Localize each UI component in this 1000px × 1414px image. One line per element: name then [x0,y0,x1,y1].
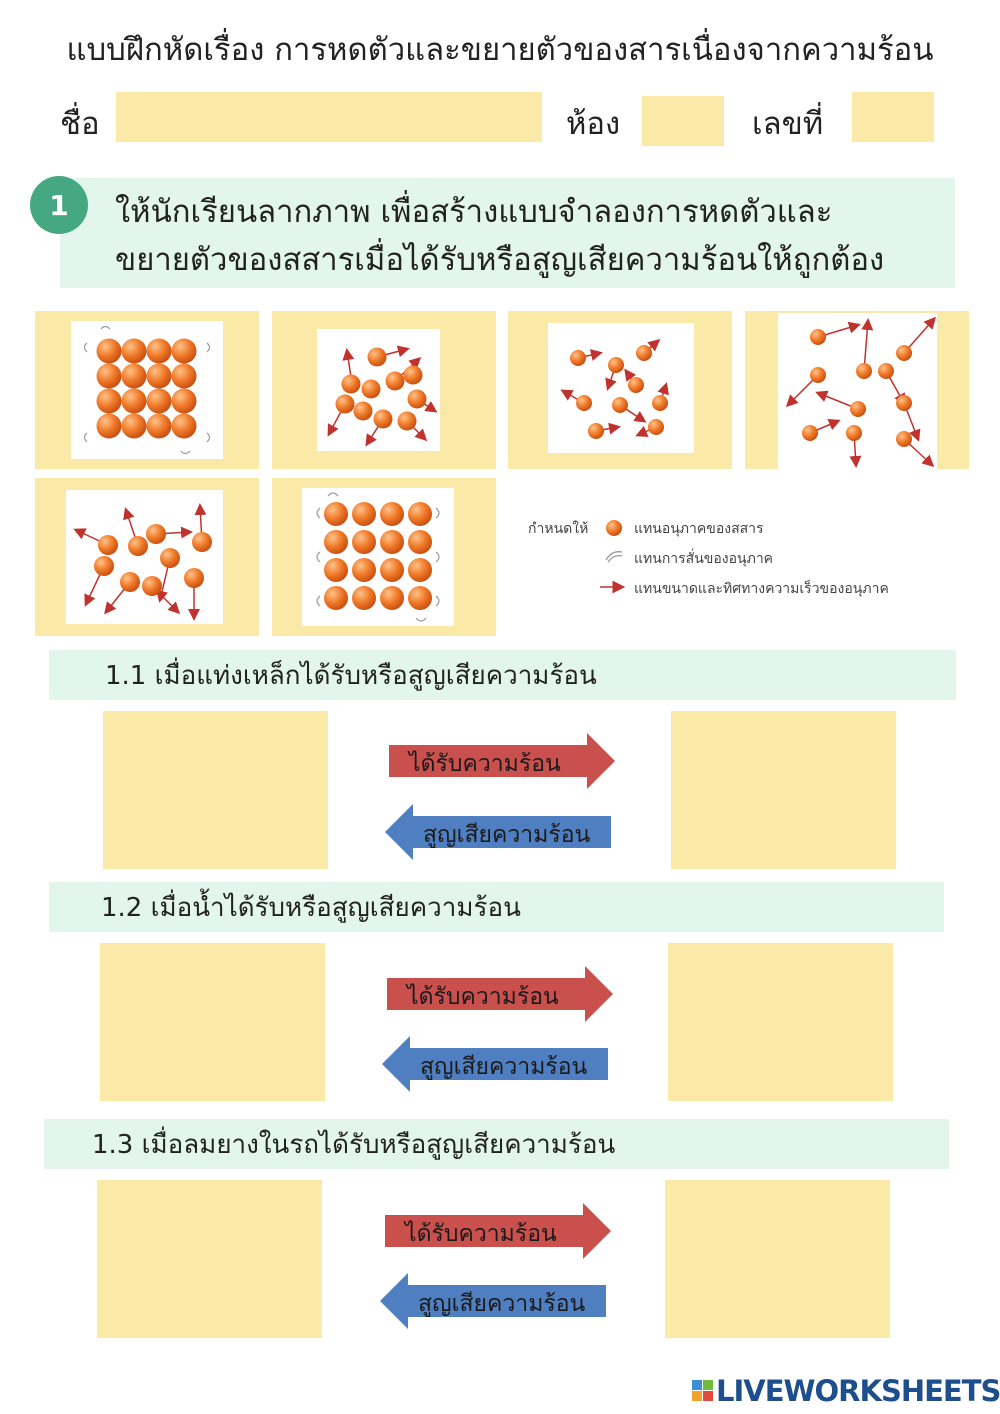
gain-heat-label-1: ได้รับความร้อน [409,751,561,777]
worksheet-title: แบบฝึกหัดเรื่อง การหดตัวและขยายตัวของสารเนื่องจากความร้อน [66,32,934,68]
drop-zone-1-1-after[interactable] [671,711,896,869]
instruction-line-1: ให้นักเรียนลากภาพ เพื่อสร้างแบบจำลองการหดตัวและ [115,194,833,230]
drop-zone-1-2-before[interactable] [100,943,325,1101]
drop-zone-1-2-after[interactable] [668,943,893,1101]
vibration-legend-icon [602,548,626,564]
legend [528,512,968,612]
gas-graphic-c [66,490,223,624]
liquid-graphic [317,329,440,451]
legend-heading: กำหนดให้ [528,521,589,537]
question-1-3-header: 1.3 เมื่อลมยางในรถได้รับหรือสูญเสียความร้อน [44,1119,949,1169]
model-tile-solid-1[interactable] [35,311,259,469]
gain-heat-arrow-1 [387,733,617,789]
name-label: ชื่อ [60,106,100,142]
number-field[interactable] [852,92,934,142]
lose-heat-label-3: สูญเสียความร้อน [418,1291,586,1317]
solid-lattice-graphic [71,321,223,459]
model-tile-solid-2[interactable] [272,478,496,636]
lose-heat-label-1: สูญเสียความร้อน [423,822,591,848]
lose-heat-label-2: สูญเสียความร้อน [420,1054,588,1080]
velocity-legend-icon [598,580,630,594]
gas-particles-image-a [548,323,694,453]
drop-zone-1-1-before[interactable] [103,711,328,869]
gas-particles-image-b [778,313,937,469]
number-label: เลขที่ [752,106,824,142]
model-tile-liquid-1[interactable] [272,311,496,469]
drop-zone-1-3-after[interactable] [665,1180,890,1338]
gain-heat-label-3: ได้รับความร้อน [405,1221,557,1247]
question-1-2-header: 1.2 เมื่อน้ำได้รับหรือสูญเสียความร้อน [49,882,944,932]
liquid-particles-image [317,329,440,451]
room-field[interactable] [642,96,724,146]
room-label: ห้อง [566,106,621,142]
name-field[interactable] [116,92,542,142]
question-number-badge: 1 [30,176,88,234]
model-tile-gas-1[interactable] [508,311,732,469]
gain-heat-arrow-2 [385,966,615,1022]
model-tile-gas-2[interactable] [745,311,969,469]
gain-heat-arrow-3 [383,1203,613,1259]
liveworksheets-logo[interactable] [692,1374,1000,1408]
legend-velocity-text: แทนขนาดและทิศทางความเร็วของอนุภาค [634,581,889,597]
logo-grid-icon [692,1380,714,1402]
solid-particles-image-2 [302,488,454,626]
model-tile-gas-3[interactable] [35,478,259,636]
particle-legend-icon [604,518,624,538]
brand-name: LIVEWORKSHEETS [716,1374,1000,1408]
solid-particles-image [71,321,223,459]
lose-heat-arrow-2 [380,1036,610,1092]
gas-graphic-a [548,323,694,453]
lose-heat-arrow-3 [378,1273,608,1329]
legend-vibration-text: แทนการสั่นของอนุภาค [634,551,774,567]
question-1-1-header: 1.1 เมื่อแท่งเหล็กได้รับหรือสูญเสียความร้อน [49,650,956,700]
instruction-box [60,178,955,288]
gain-heat-label-2: ได้รับความร้อน [407,984,559,1010]
solid-lattice-graphic-2 [302,488,454,626]
drop-zone-1-3-before[interactable] [97,1180,322,1338]
gas-particles-image-c [66,490,223,624]
gas-graphic-b [778,313,937,469]
lose-heat-arrow-1 [383,804,613,860]
legend-particle-text: แทนอนุภาคของสสาร [634,521,764,537]
instruction-line-2: ขยายตัวของสสารเมื่อได้รับหรือสูญเสียความร้อนให้ถูกต้อง [115,242,885,278]
